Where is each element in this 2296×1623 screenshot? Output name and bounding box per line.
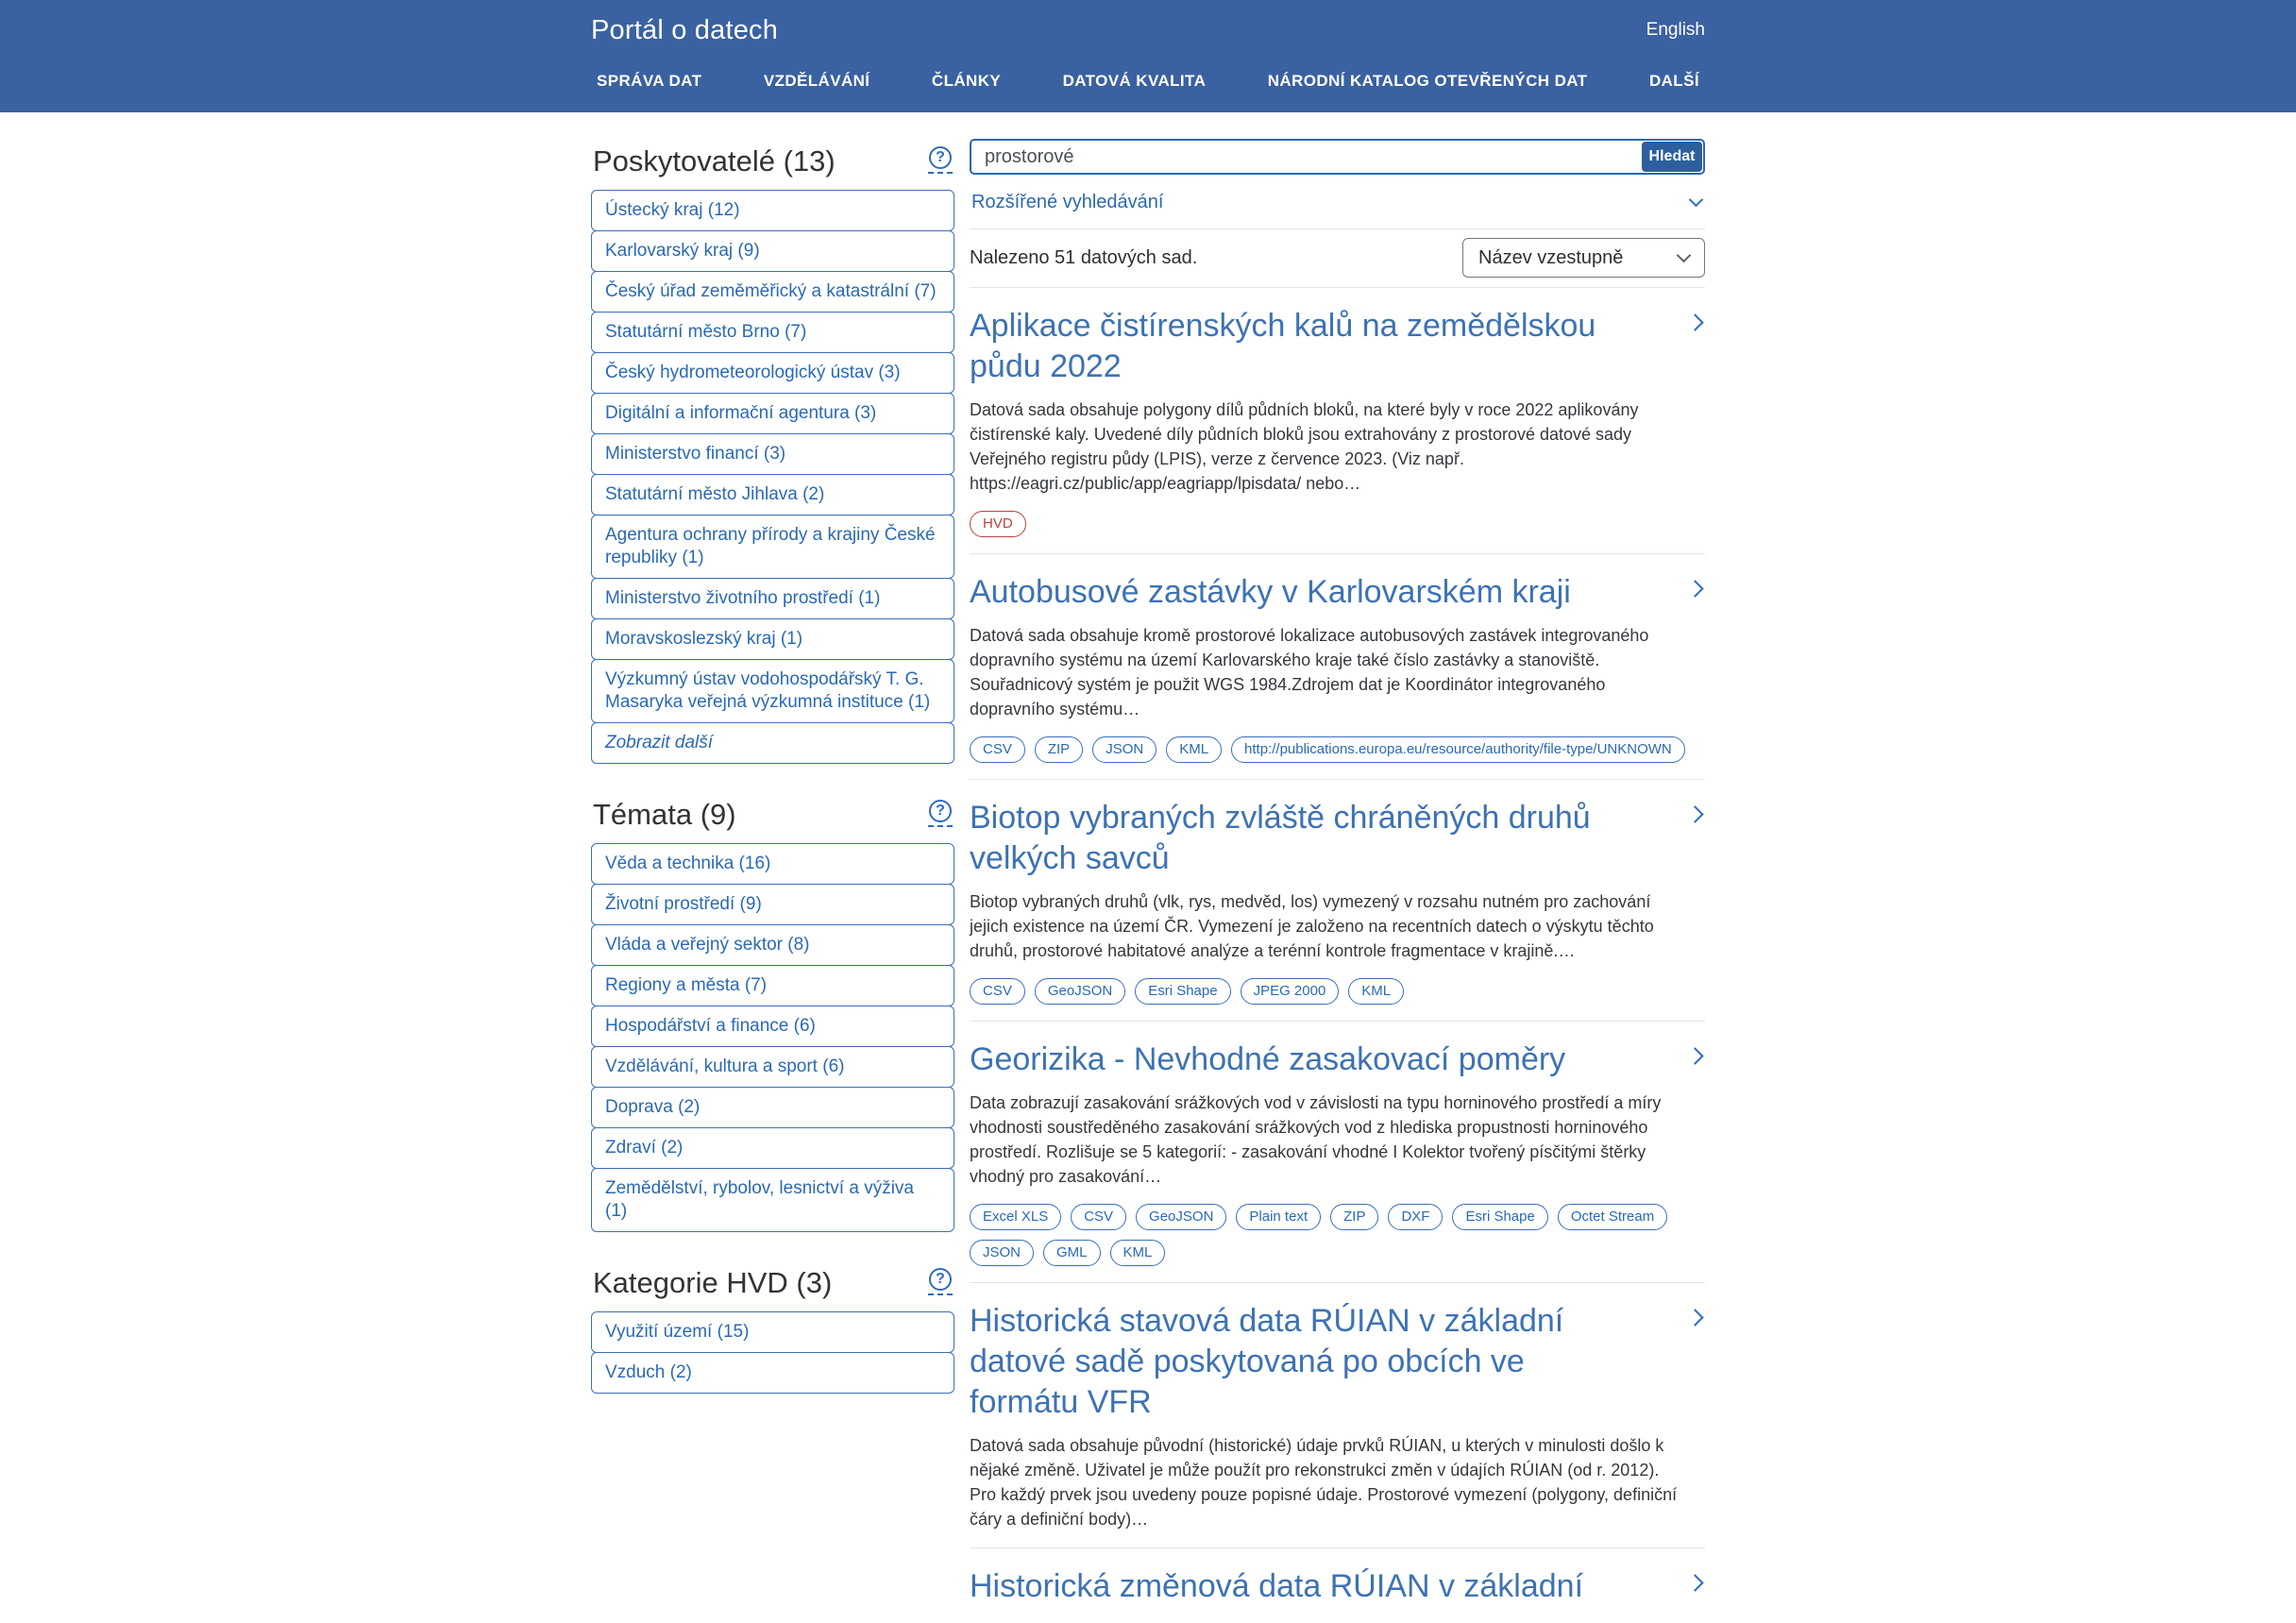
- filter-section: [591, 798, 954, 1232]
- dataset-title[interactable]: Historická změnová data RÚIAN v základní: [970, 1568, 1584, 1604]
- format-tag: http://publications.europa.eu/resource/authority/file-type/UNKNOWN: [1231, 736, 1685, 763]
- filter-item[interactable]: Český hydrometeorologický ústav (3): [591, 352, 954, 394]
- filter-item[interactable]: Zemědělství, rybolov, lesnictví a výživa (1): [591, 1168, 954, 1232]
- format-tag: JSON: [1092, 736, 1156, 763]
- nav-item[interactable]: DALŠÍ: [1648, 72, 1699, 90]
- filter-item[interactable]: Statutární město Brno (7): [591, 312, 954, 353]
- chevron-right-icon[interactable]: [1686, 1047, 1703, 1064]
- dataset-tags: [970, 736, 1705, 763]
- dataset-title[interactable]: Aplikace čistírenských kalů na zemědělskou půdu 2022: [970, 308, 1596, 384]
- sort-dropdown-value: Název vzestupně: [1478, 246, 1624, 268]
- dataset-result: [970, 288, 1705, 554]
- chevron-right-icon[interactable]: [1686, 805, 1703, 822]
- format-tag: DXF: [1388, 1204, 1443, 1230]
- dataset-result: [970, 1283, 1705, 1548]
- search-results-panel: [970, 139, 1705, 1623]
- app-header: [0, 0, 2296, 112]
- help-icon[interactable]: [928, 800, 953, 827]
- filter-item[interactable]: Vláda a veřejný sektor (8): [591, 924, 954, 966]
- format-tag: Plain text: [1236, 1204, 1321, 1230]
- filter-list: [591, 190, 954, 764]
- filter-sidebar: [591, 139, 954, 1623]
- nav-item[interactable]: ČLÁNKY: [931, 72, 1002, 90]
- search-button[interactable]: Hledat: [1642, 142, 1702, 172]
- help-icon[interactable]: [928, 146, 953, 174]
- dataset-tags: [970, 511, 1705, 537]
- format-tag: Esri Shape: [1452, 1204, 1547, 1230]
- format-tag: JSON: [970, 1240, 1034, 1266]
- hvd-tag: HVD: [970, 511, 1026, 537]
- format-tag: GeoJSON: [1136, 1204, 1226, 1230]
- chevron-down-icon: [1677, 247, 1692, 262]
- filter-section-title: Kategorie HVD (3): [593, 1266, 833, 1299]
- filter-item[interactable]: Výzkumný ústav vodohospodářský T. G. Masaryka veřejná výzkumná instituce (1): [591, 659, 954, 723]
- dashed-underline: [928, 825, 953, 827]
- question-mark-icon: ?: [929, 1268, 952, 1291]
- filter-section: [591, 1266, 954, 1394]
- format-tag: GML: [1043, 1240, 1101, 1266]
- filter-item[interactable]: Ministerstvo životního prostředí (1): [591, 578, 954, 619]
- filter-item[interactable]: Vzduch (2): [591, 1352, 954, 1394]
- question-mark-icon: ?: [929, 146, 952, 169]
- format-tag: ZIP: [1035, 736, 1083, 763]
- sort-dropdown[interactable]: [1462, 238, 1705, 278]
- dataset-tags: [970, 1204, 1705, 1266]
- dashed-underline: [928, 172, 953, 174]
- chevron-right-icon[interactable]: [1686, 313, 1703, 330]
- site-title[interactable]: Portál o datech: [591, 15, 779, 45]
- filter-section: [591, 144, 954, 764]
- format-tag: ZIP: [1330, 1204, 1378, 1230]
- chevron-right-icon[interactable]: [1686, 1574, 1703, 1591]
- filter-item[interactable]: Ministerstvo financí (3): [591, 433, 954, 475]
- format-tag: CSV: [1071, 1204, 1126, 1230]
- dataset-description: Biotop vybraných druhů (vlk, rys, medvěd, los) vymezený v rozsahu nutném pro zachování jejich existence na území ČR. Vymezení je založeno na recentních datech o výskytu těchto druhů, prostorové habitatové analýze a terénní kontrole fragmentace v krajině.…: [970, 892, 1654, 960]
- filter-item[interactable]: Doprava (2): [591, 1087, 954, 1128]
- dataset-description: Datová sada obsahuje polygony dílů půdních bloků, na které byly v roce 2022 aplikovány čistírenské kaly. Uvedené díly půdních bloků jsou extrahovány z prostorové datové sady Veřejného registru půdy (LPIS), verze z července 2023. (Viz např. https://eagri.cz/public/app/eagriapp/lpisdata/ nebo…: [970, 400, 1639, 493]
- advanced-search-label: Rozšířené vyhledávání: [971, 192, 1164, 212]
- nav-item[interactable]: SPRÁVA DAT: [597, 72, 702, 90]
- filter-item[interactable]: Digitální a informační agentura (3): [591, 393, 954, 434]
- language-switch-link[interactable]: English: [1646, 20, 1705, 40]
- dataset-title[interactable]: Historická stavová data RÚIAN v základní datové sadě poskytovaná po obcích ve formátu VFR: [970, 1303, 1564, 1420]
- filter-list: [591, 1311, 954, 1394]
- main-nav: [591, 72, 1705, 91]
- dataset-title[interactable]: Biotop vybraných zvláště chráněných druhů velkých savců: [970, 800, 1591, 876]
- filter-item[interactable]: Moravskoslezský kraj (1): [591, 618, 954, 660]
- results-count: Nalezeno 51 datových sad.: [970, 246, 1198, 268]
- nav-item[interactable]: NÁRODNÍ KATALOG OTEVŘENÝCH DAT: [1267, 72, 1588, 90]
- filter-item[interactable]: Regiony a města (7): [591, 965, 954, 1006]
- format-tag: GeoJSON: [1035, 978, 1125, 1005]
- filter-item[interactable]: Životní prostředí (9): [591, 884, 954, 925]
- question-mark-icon: ?: [929, 800, 952, 822]
- format-tag: Excel XLS: [970, 1204, 1061, 1230]
- dataset-description: Datová sada obsahuje původní (historické) údaje prvků RÚIAN, u kterých v minulosti došlo k nějaké změně. Uživatel je může použít pro rekonstrukci změn v údajích RÚIAN (od r. 2012). Pro každý prvek jsou uvedeny pouze popisné údaje. Prostorové vymezení (polygony, definiční čáry a definiční body)…: [970, 1436, 1678, 1529]
- dataset-tags: [970, 978, 1705, 1005]
- filter-item[interactable]: Karlovarský kraj (9): [591, 230, 954, 272]
- filter-item[interactable]: Využití území (15): [591, 1311, 954, 1353]
- chevron-right-icon[interactable]: [1686, 1309, 1703, 1326]
- search-bar: [970, 139, 1705, 175]
- format-tag: Octet Stream: [1558, 1204, 1667, 1230]
- format-tag: CSV: [970, 736, 1025, 763]
- help-icon[interactable]: [928, 1268, 953, 1295]
- format-tag: KML: [1166, 736, 1222, 763]
- results-list: [970, 288, 1705, 1623]
- filter-item[interactable]: Český úřad zeměměřický a katastrální (7): [591, 271, 954, 313]
- format-tag: KML: [1348, 978, 1404, 1005]
- advanced-search-toggle[interactable]: [970, 175, 1705, 228]
- filter-item[interactable]: Zdraví (2): [591, 1127, 954, 1169]
- dataset-result: [970, 554, 1705, 780]
- filter-item[interactable]: Hospodářství a finance (6): [591, 1006, 954, 1047]
- dataset-result: [970, 1548, 1705, 1623]
- filter-list: [591, 843, 954, 1232]
- dashed-underline: [928, 1293, 953, 1295]
- dataset-result: [970, 780, 1705, 1022]
- dataset-title[interactable]: Autobusové zastávky v Karlovarském kraji: [970, 574, 1571, 610]
- chevron-right-icon[interactable]: [1686, 580, 1703, 597]
- dataset-result: [970, 1022, 1705, 1283]
- dataset-description: Datová sada obsahuje kromě prostorové lokalizace autobusových zastávek integrovaného dopravního systému na území Karlovarského kraje také číslo zastávky a stanoviště. Souřadnicový systém je použit WGS 1984.Zdrojem dat je Koordinátor integrovaného dopravního systému…: [970, 626, 1649, 719]
- nav-item[interactable]: DATOVÁ KVALITA: [1062, 72, 1207, 90]
- show-more-link[interactable]: Zobrazit další: [591, 722, 954, 764]
- filter-section-title: Témata (9): [593, 798, 736, 831]
- dataset-description: Data zobrazují zasakování srážkových vod v závislosti na typu horninového prostředí a míry vhodnosti soustředěného zasakování srážkových vod z hlediska propustnosti horninového prostředí. Rozlišuje se 5 kategorií: - zasakování vhodné I Kolektor tvořený písčitými štěrky vhodný pro zasakování…: [970, 1093, 1662, 1186]
- filter-item[interactable]: Ústecký kraj (12): [591, 190, 954, 231]
- filter-section-title: Poskytovatelé (13): [593, 144, 836, 178]
- chevron-down-icon: [1689, 193, 1704, 208]
- format-tag: KML: [1110, 1240, 1166, 1266]
- format-tag: JPEG 2000: [1241, 978, 1340, 1005]
- dataset-title[interactable]: Georizika - Nevhodné zasakovací poměry: [970, 1041, 1566, 1077]
- filter-item[interactable]: Věda a technika (16): [591, 843, 954, 885]
- filter-item[interactable]: Vzdělávání, kultura a sport (6): [591, 1046, 954, 1088]
- search-input[interactable]: [970, 139, 1705, 175]
- filter-item[interactable]: Statutární město Jihlava (2): [591, 474, 954, 516]
- filter-item[interactable]: Agentura ochrany přírody a krajiny České republiky (1): [591, 515, 954, 579]
- format-tag: CSV: [970, 978, 1025, 1005]
- format-tag: Esri Shape: [1135, 978, 1230, 1005]
- nav-item[interactable]: VZDĚLÁVÁNÍ: [763, 72, 870, 90]
